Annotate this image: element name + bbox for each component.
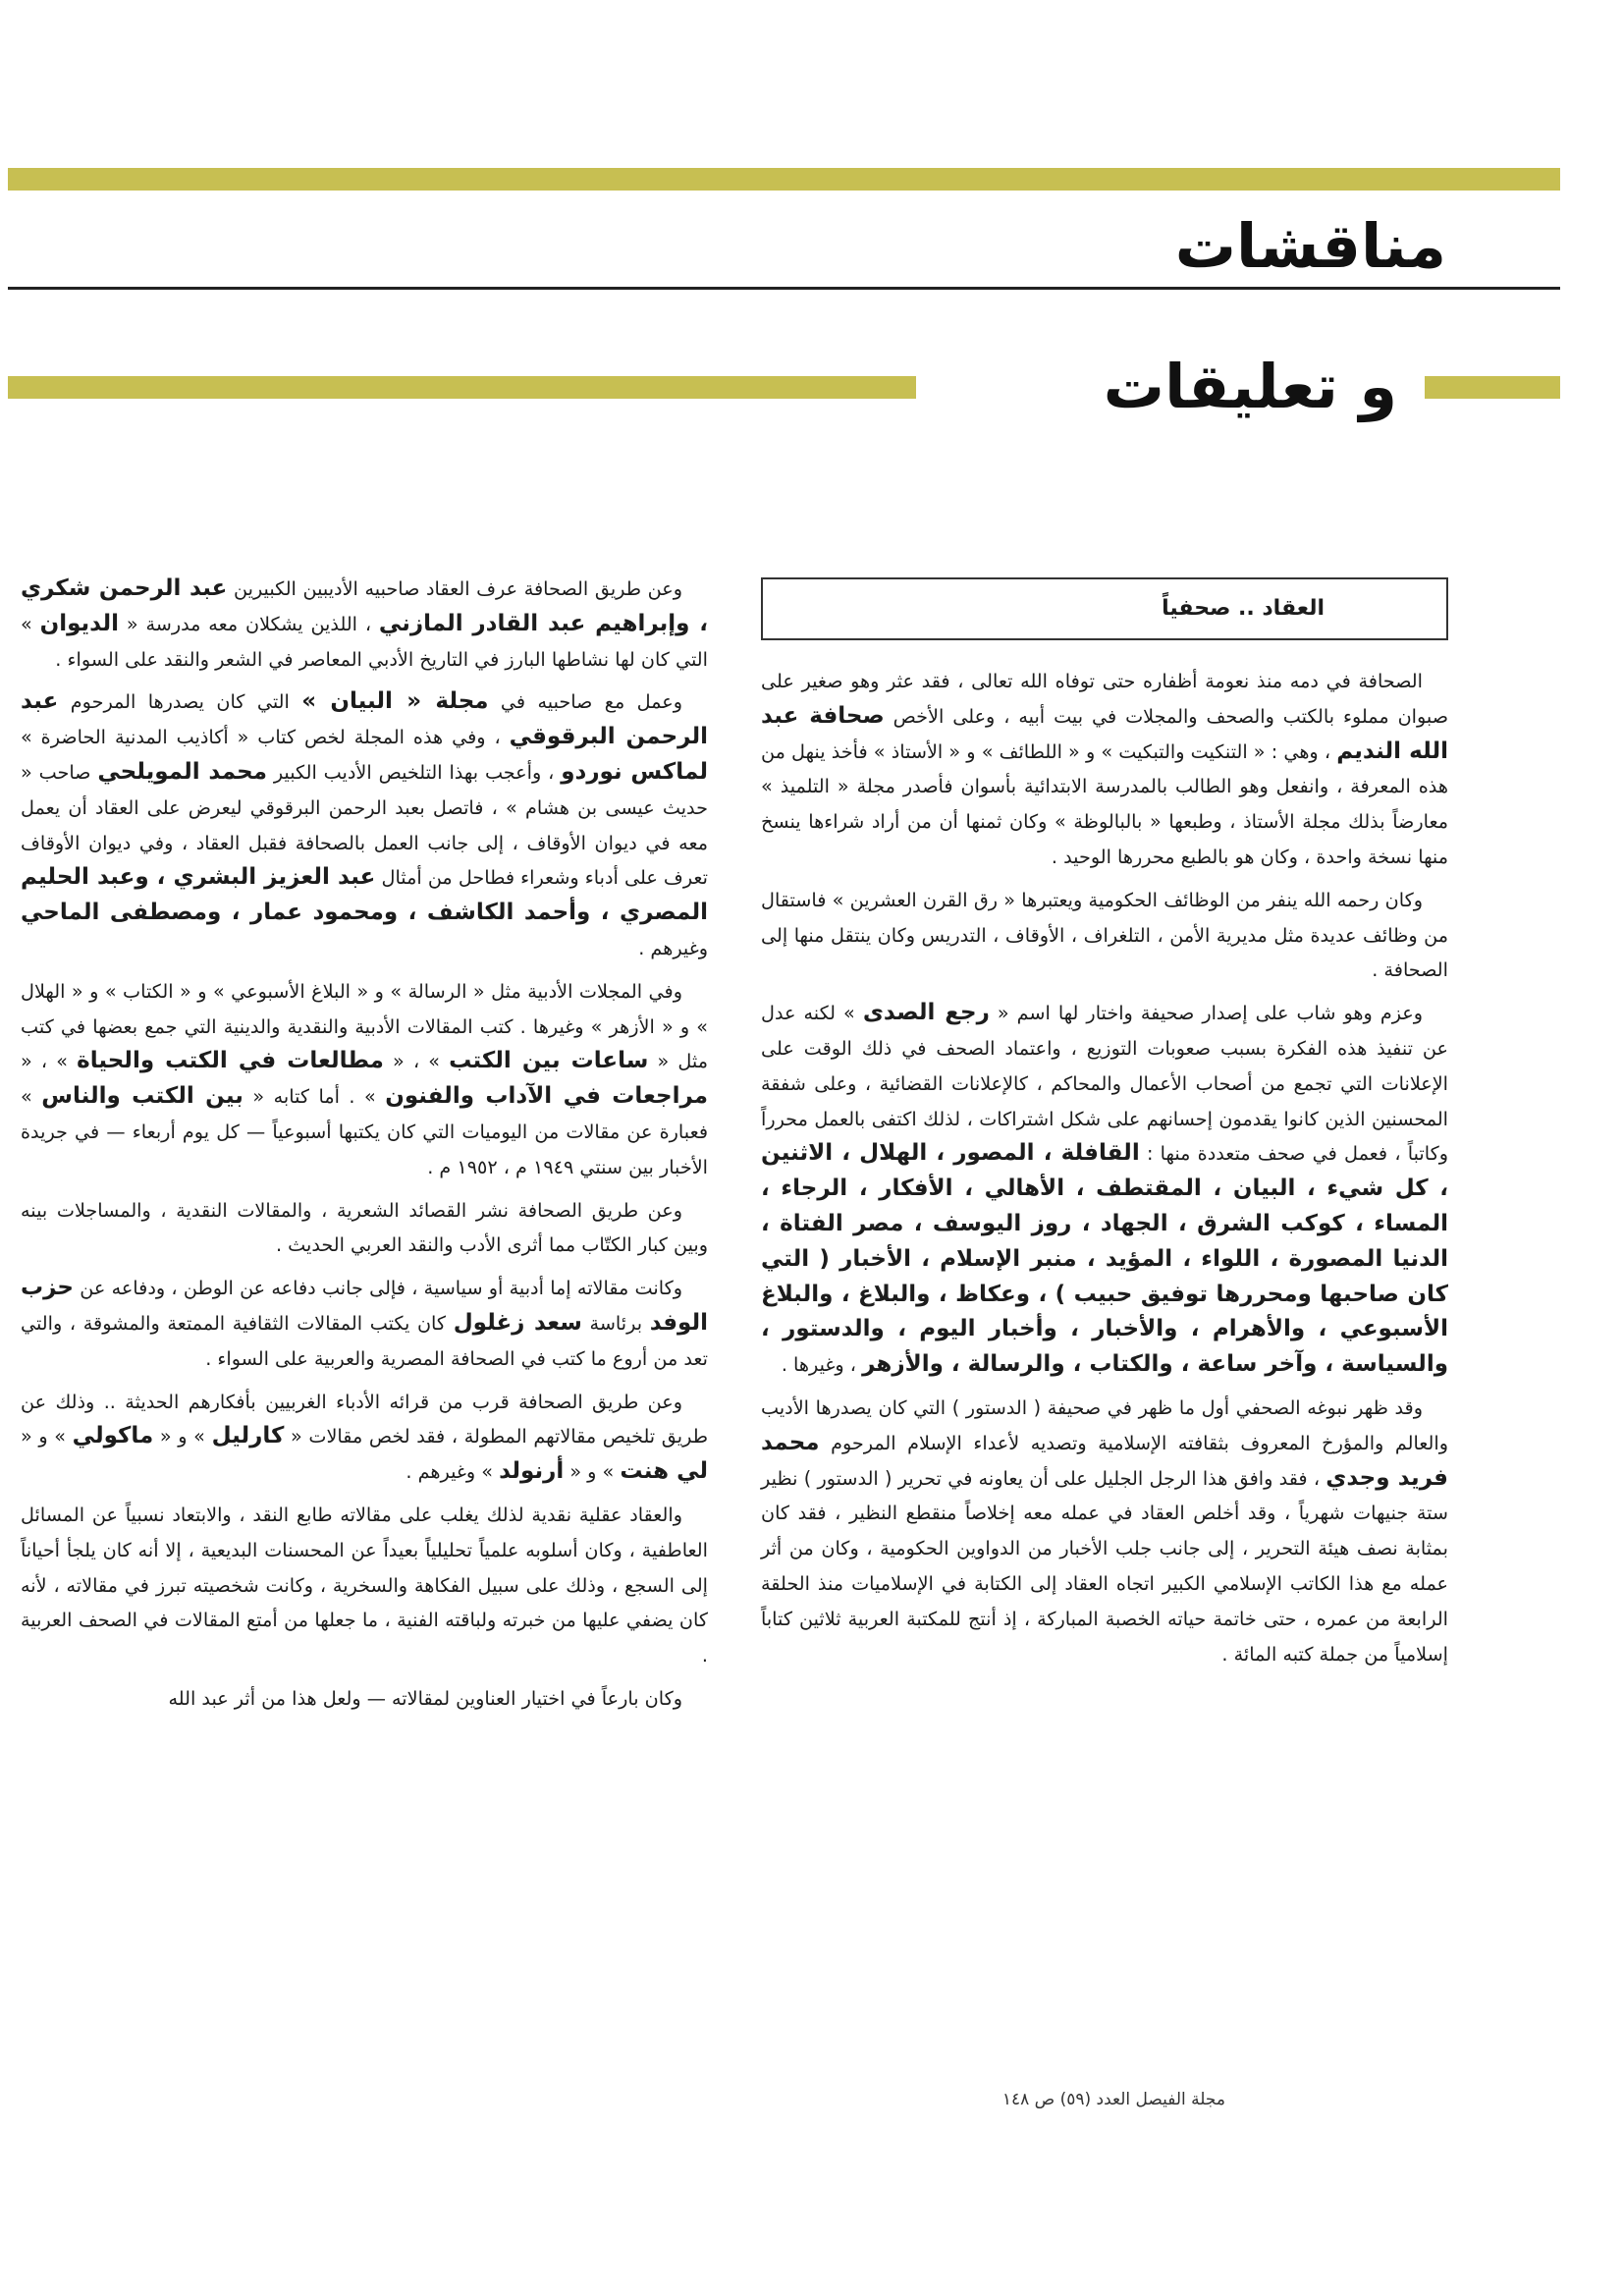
page-footer: مجلة الفيصل العدد (٥٩) ص ١٤٨ [1001, 2090, 1225, 2109]
paragraph: وكان رحمه الله ينفر من الوظائف الحكومية ويعتبرها « رق القرن العشرين » فاستقال من وظائف عديدة مثل مديرية الأمن ، التلغراف ، الأوقاف ، التدريس وكان ينتقل منها إلى الصحافة . [761, 888, 1448, 982]
paragraph: والعقاد عقلية نقدية لذلك يغلب على مقالاته طابع النقد ، والابتعاد نسبياً عن المسائل العاطفية ، وكان أسلوبه علمياً تحليلياً بعيداً عن المحسنات البديعية ، إلا أنه كان يلجأ أحياناً إلى السجع ، وذلك على سبيل الفكاهة والسخرية ، وكانت شخصيته تبرز في مقالاته ، لأنه كان يضفي عليها من خبرته ولباقته الفنية ، ما جعلها من أمتع المقالات في الصحف العربية . [21, 1503, 708, 1667]
paragraph: وفي المجلات الأدبية مثل « الرسالة » و « البلاغ الأسبوعي » و « الكتاب » و « الهلال » و « الأزهر » وغيرها . كتب المقالات الأدبية والنقدية والدينية التي جمع بعضها في كتب مثل « ساعات بين الكتب » ، « مطالعات في الكتب والحياة » ، « مراجعات في الآداب والفنون » . أما كتابه « بين الكتب والناس » فعبارة عن مقالات من اليوميات التي كان يكتبها أسبوعياً — كل يوم أربعاء — في جريدة الأخبار بين سنتي ١٩٤٩ م ، ١٩٥٢ م . [21, 979, 709, 1178]
title-band-left [8, 376, 916, 399]
paragraph: وعن طريق الصحافة نشر القصائد الشعرية ، والمقالات النقدية ، والمساجلات بينه وبين كبار الكتّاب مما أثرى الأدب والنقد العربي الحديث . [21, 1198, 708, 1257]
paragraph: وعن طريق الصحافة عرف العقاد صاحبيه الأديبين الكبيرين عبد الرحمن شكري ، وإبراهيم عبد القادر المازني ، اللذين يشكلان معه مدرسة « الديوان » التي كان لها نشاطها البارز في التاريخ الأدبي المعاصر في الشعر والنقد على السواء . [21, 575, 708, 671]
article-box-title-text: العقاد .. صحفياً [1162, 596, 1325, 622]
paragraph: وعن طريق الصحافة قرب من قرائه الأدباء الغربيين بأفكارهم الحديثة .. وذلك عن طريق تلخيص مقالاتهم المطولة ، فقد لخص مقالات « كارليل » و « ماكولي » و « لي هنت » و « أرنولد » وغيرهم . [21, 1390, 708, 1485]
top-color-band [8, 168, 1560, 191]
paragraph: وقد ظهر نبوغه الصحفي أول ما ظهر في صحيفة ( الدستور ) التي كان يصدرها الأديب والعالم والمؤرخ المعروف بثقافته الإسلامية وتصديه لأعداء الإسلام المرحوم محمد فريد وجدي ، فقد وافق هذا الرجل الجليل على أن يعاونه في تحرير ( الدستور ) نظير ستة جنيهات شهرياً ، وقد أخلص العقاد في عمله معه إخلاصاً منقطع النظير ، فقد كان بمثابة نصف هيئة التحرير ، إلى جانب جلب الأخبار من الدواوين الحكومية ، وكان من أثر عمله مع هذا الكاتب الإسلامي الكبير اتجاه العقاد إلى الكتابة في الإسلاميات منذ الحلقة الرابعة من عمره ، حتى خاتمة حياته الخصبة المباركة ، إذ أنتج للمكتبة العربية ثلاثين كتاباً إسلامياً من جملة كتبه المائة . [761, 1395, 1448, 1666]
page-title-line-1: مناقشات [1174, 210, 1446, 282]
paragraph: وكان بارعاً في اختيار العناوين لمقالاته — ولعل هذا من أثر عبد الله [168, 1686, 682, 1710]
paragraph: وعمل مع صاحبيه في مجلة « البيان » التي كان يصدرها المرحوم عبد الرحمن البرقوقي ، وفي هذه المجلة لخص كتاب « أكاذيب المدنية الحاضرة » لماكس نوردو ، وأعجب بهذا التلخيص الأديب الكبير محمد المويلحي صاحب « حديث عيسى بن هشام » ، فاتصل بعبد الرحمن البرقوقي ليعرض على العقاد أن يعمل معه في ديوان الأوقاف ، إلى جانب العمل بالصحافة فقبل العقاد ، وفي ديوان الأوقاف تعرف على أدباء وشعراء فطاحل من أمثال عبد العزيز البشري ، وعبد الحليم المصري ، وأحمد الكاشف ، ومحمود عمار ، ومصطفى الماحي وغيرهم . [21, 688, 709, 959]
article-column-right [761, 572, 1448, 1679]
page-title-line-2: و تعليقات [1103, 351, 1397, 422]
paragraph: الصحافة في دمه منذ نعومة أظفاره حتى توفاه الله تعالى ، فقد عثر وهو صغير على صبوان مملوء بالكتب والصحف والمجلات في بيت أبيه ، وعلى الأخص صحافة عبد الله النديم ، وهي : « التنكيت والتبكيت » و « اللطائف » و « الأستاذ » فأخذ ينهل من هذه المعرفة ، وانفعل وهو الطالب بالمدرسة الابتدائية بأسوان فأصدر مجلة « التلميذ » معارضاً بذلك مجلة الأستاذ ، وطبعها « بالبالوظة » وكان ثمنها أن من أراد شراءها ينسخ منها نسخة واحدة ، وكان هو بالطبع محررها الوحيد . [761, 670, 1449, 868]
header-rule [8, 287, 1560, 290]
paragraph: وعزم وهو شاب على إصدار صحيفة واختار لها اسم « رجع الصدى » لكنه عدل عن تنفيذ هذه الفكرة بسبب صعوبات التوزيع ، واعتماد الصحف في ذلك الوقت على الإعلانات التي تجمع من أصحاب الأعمال والمحاكم ، كالإعلانات القضائية ، وعلى شفقة المحسنين الذين كانوا يقدمون إحسانهم على شكل اشتراكات ، لذلك اكتفى بالعمل محرراً وكاتباً ، فعمل في صحف متعددة منها : القافلة ، المصور ، الهلال ، الاثنين ، كل شيء ، البيان ، المقتطف ، الأهالي ، الأفكار ، الرجاء ، المساء ، كوكب الشرق ، الجهاد ، روز اليوسف ، مصر الفتاة ، الدنيا المصورة ، اللواء ، المؤيد ، منبر الإسلام ، الأخبار ( التي كان صاحبها ومحررها توفيق حبيب ) ، وعكاظ ، والبلاغ ، والبلاغ الأسبوعي ، والأهرام ، والأخبار ، وأخبار اليوم ، والدستور ، والسياسة ، وآخر ساعة ، والكتاب ، والرسالة ، والأزهر ، وغيرها . [761, 1000, 1448, 1378]
paragraph: وكانت مقالاته إما أدبية أو سياسية ، فإلى جانب دفاعه عن الوطن ، ودفاعه عن حزب الوفد برئاسة سعد زغلول كان يكتب المقالات الثقافية الممتعة والمشوقة ، والتي تعد من أروع ما كتب في الصحافة المصرية والعربية على السواء . [21, 1275, 708, 1370]
title-band-right [1425, 376, 1560, 399]
article-column-left [21, 572, 708, 1724]
article-box-title [761, 577, 1448, 640]
